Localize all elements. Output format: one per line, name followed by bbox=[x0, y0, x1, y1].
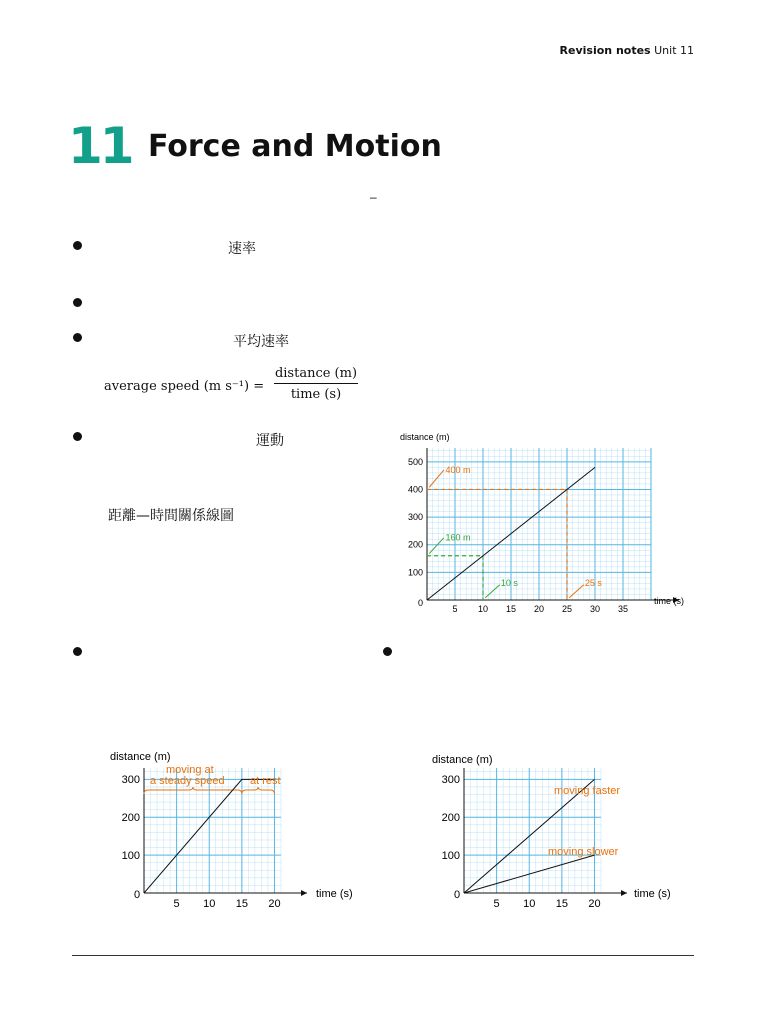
x-axis-arrow bbox=[621, 890, 627, 896]
page-header bbox=[560, 44, 694, 57]
x-tick-label: 20 bbox=[268, 898, 281, 910]
y-tick-label: 300 bbox=[407, 512, 423, 523]
dash-mark: – bbox=[370, 190, 377, 204]
x-tick-label: 35 bbox=[617, 604, 629, 614]
bullet-4-text: 運動 bbox=[256, 433, 284, 449]
bullet-6 bbox=[383, 647, 392, 656]
y-tick-label: 400 bbox=[407, 484, 423, 495]
formula-numerator: distance (m) bbox=[274, 366, 358, 384]
x-tick-label: 20 bbox=[588, 898, 601, 910]
chart-faster-slower bbox=[424, 744, 686, 920]
y-tick-label: 100 bbox=[121, 849, 140, 862]
y-tick-label: 100 bbox=[407, 567, 423, 578]
bullet-3-text: 平均速率 bbox=[233, 334, 289, 350]
chart-origin-label: 0 bbox=[418, 598, 424, 608]
y-tick-label: 100 bbox=[441, 849, 460, 862]
annotation-400m: 400 m bbox=[445, 464, 471, 475]
y-tick-label: 200 bbox=[121, 811, 140, 824]
x-tick-label: 5 bbox=[493, 898, 500, 910]
chart-x-label: time (s) bbox=[654, 596, 684, 606]
chart-x-label: time (s) bbox=[316, 888, 353, 900]
formula-fraction bbox=[274, 366, 358, 402]
x-tick-label: 10 bbox=[523, 898, 536, 910]
annotation-at-rest: at rest bbox=[250, 775, 281, 787]
formula-denominator: time (s) bbox=[290, 387, 342, 402]
bullet-1-text: 速率 bbox=[228, 241, 256, 257]
x-tick-label: 15 bbox=[505, 604, 517, 614]
annotation-moving-at: moving at bbox=[166, 764, 214, 776]
annotation-10s: 10 s bbox=[500, 578, 518, 589]
y-tick-label: 300 bbox=[441, 774, 460, 787]
y-tick-label: 200 bbox=[441, 811, 460, 824]
x-tick-label: 30 bbox=[589, 604, 601, 614]
y-tick-label: 500 bbox=[407, 456, 423, 467]
unit-number: 11 bbox=[68, 117, 132, 175]
bullet-2 bbox=[73, 298, 82, 307]
bullet-1 bbox=[73, 241, 82, 250]
bullet-4 bbox=[73, 432, 82, 441]
series-label-slower: moving slower bbox=[548, 846, 619, 858]
header-bold: Revision notes bbox=[559, 44, 651, 57]
x-tick-label: 25 bbox=[561, 604, 573, 614]
chart-x-label: time (s) bbox=[634, 888, 671, 900]
x-tick-label: 5 bbox=[452, 604, 458, 614]
chart-origin-label: 0 bbox=[134, 889, 141, 901]
x-tick-label: 15 bbox=[235, 898, 248, 910]
chart-steady-and-rest bbox=[104, 744, 366, 920]
annotation-160m: 160 m bbox=[445, 532, 471, 543]
series-label-faster: moving faster bbox=[554, 785, 621, 797]
x-axis-arrow bbox=[301, 890, 307, 896]
bullet-4-subtext: 距離—時間關係線圖 bbox=[108, 508, 234, 524]
x-tick-label: 5 bbox=[173, 898, 180, 910]
chart-distance-time-main bbox=[394, 428, 694, 618]
chart-y-label: distance (m) bbox=[110, 751, 171, 763]
annotation-steady-speed: a steady speed bbox=[150, 775, 225, 787]
x-tick-label: 20 bbox=[533, 604, 545, 614]
footer-divider bbox=[72, 955, 694, 956]
chart-origin-label: 0 bbox=[454, 889, 461, 901]
y-tick-label: 200 bbox=[407, 539, 423, 550]
bullet-3 bbox=[73, 333, 82, 342]
annotation-25s: 25 s bbox=[584, 578, 602, 589]
formula-lhs: average speed (m s⁻¹) = bbox=[104, 379, 265, 394]
unit-title: Force and Motion bbox=[148, 129, 442, 164]
x-tick-label: 10 bbox=[477, 604, 489, 614]
y-tick-label: 300 bbox=[121, 774, 140, 787]
bullet-5 bbox=[73, 647, 82, 656]
x-tick-label: 10 bbox=[203, 898, 216, 910]
chart-y-label: distance (m) bbox=[432, 754, 493, 766]
header-unit: Unit 11 bbox=[654, 44, 694, 57]
chart-y-label: distance (m) bbox=[400, 432, 450, 442]
x-tick-label: 15 bbox=[555, 898, 568, 910]
